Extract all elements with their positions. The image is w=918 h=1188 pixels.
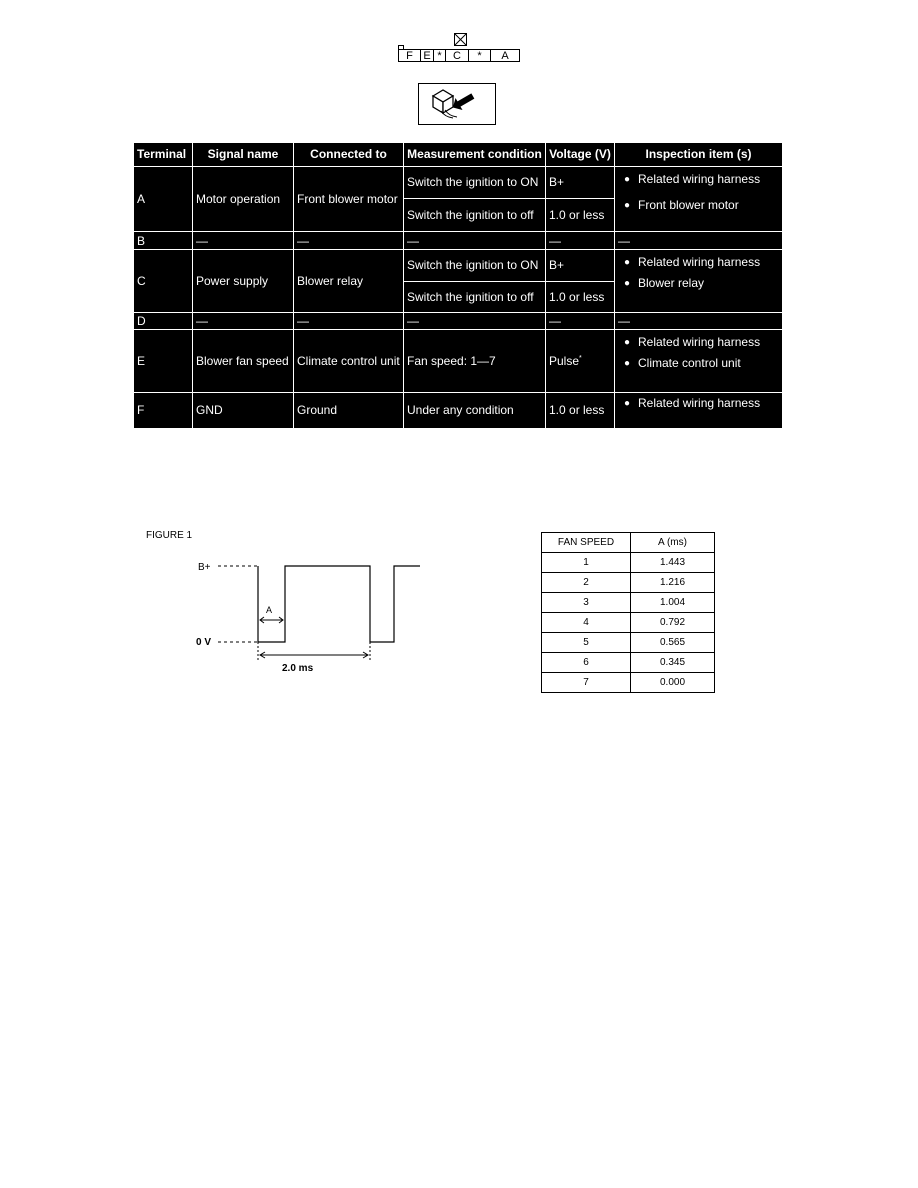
- inspection-item: ● Blower relay: [621, 277, 776, 290]
- terminal-cell: B: [134, 232, 193, 249]
- fan-speed-cell: 3: [542, 593, 631, 613]
- connector-key-icon: [454, 33, 467, 46]
- table-row: [542, 633, 715, 653]
- table-row: [542, 613, 715, 633]
- header-terminal: Terminal: [134, 143, 193, 167]
- a-value-cell: 0.345: [631, 653, 715, 673]
- signal-cell: —: [193, 312, 294, 329]
- table-row: [542, 673, 715, 693]
- label-high: B+: [198, 562, 211, 573]
- inspection-cell: [615, 392, 783, 428]
- table-row: [542, 653, 715, 673]
- table-row: [134, 392, 783, 428]
- voltage-value: Pulse: [549, 354, 580, 369]
- fan-table-header-row: [542, 533, 715, 553]
- label-a: A: [266, 605, 273, 615]
- label-low: 0 V: [196, 637, 212, 648]
- terminal-cell: A: [134, 166, 193, 232]
- terminal-cell: E: [134, 330, 193, 393]
- fan-speed-cell: 5: [542, 633, 631, 653]
- fan-speed-cell: 7: [542, 673, 631, 693]
- table-row: [134, 166, 783, 198]
- condition-cell: Under any condition: [404, 392, 546, 428]
- inspection-item: ● Related wiring harness: [621, 256, 776, 269]
- inspection-item: ● Related wiring harness: [621, 397, 776, 410]
- terminal-cell: D: [134, 312, 193, 329]
- condition-cell: Switch the ignition to ON: [404, 249, 546, 281]
- inspection-item: ● Related wiring harness: [621, 173, 776, 186]
- connector-cell-f: F: [398, 49, 421, 62]
- a-value-cell: 0.000: [631, 673, 715, 693]
- inspection-cell: —: [615, 312, 783, 329]
- condition-cell: Fan speed: 1—7: [404, 330, 546, 393]
- table-row: [542, 573, 715, 593]
- voltage-cell: 1.0 or less: [546, 198, 615, 232]
- a-value-cell: 1.004: [631, 593, 715, 613]
- table-row: [542, 553, 715, 573]
- fan-speed-cell: 2: [542, 573, 631, 593]
- a-value-cell: 0.792: [631, 613, 715, 633]
- signal-cell: Power supply: [193, 249, 294, 312]
- header-connected-to: Connected to: [294, 143, 404, 167]
- voltage-cell: 1.0 or less: [546, 281, 615, 312]
- inspection-item: ● Front blower motor: [621, 199, 776, 212]
- connector-cell-a: A: [490, 49, 520, 62]
- table-row: [134, 232, 783, 249]
- fan-speed-cell: 6: [542, 653, 631, 673]
- signal-cell: —: [193, 232, 294, 249]
- label-period: 2.0 ms: [282, 663, 314, 674]
- a-value-cell: 0.565: [631, 633, 715, 653]
- condition-cell: —: [404, 312, 546, 329]
- figure-title: FIGURE 1: [146, 530, 193, 541]
- header-a-ms: A (ms): [631, 533, 715, 553]
- connected-cell: Front blower motor: [294, 166, 404, 232]
- header-inspection-items: Inspection item (s): [615, 143, 783, 167]
- voltage-cell: —: [546, 232, 615, 249]
- signal-cell: GND: [193, 392, 294, 428]
- voltage-cell: B+: [546, 166, 615, 198]
- header-voltage: Voltage (V): [546, 143, 615, 167]
- footnote-mark: *: [579, 355, 582, 363]
- inspection-cell: [615, 166, 783, 232]
- inspection-item: ● Related wiring harness: [621, 336, 776, 349]
- table-row: [134, 330, 783, 393]
- a-value-cell: 1.443: [631, 553, 715, 573]
- connected-cell: Ground: [294, 392, 404, 428]
- inspection-cell: [615, 330, 783, 393]
- terminal-inspection-table: [133, 142, 783, 429]
- fan-table-body: [542, 553, 715, 693]
- terminal-cell: F: [134, 392, 193, 428]
- connected-cell: —: [294, 312, 404, 329]
- table-row: [134, 312, 783, 329]
- voltage-cell: [546, 330, 615, 393]
- pulse-signal-line: [258, 566, 420, 642]
- signal-cell: Blower fan speed: [193, 330, 294, 393]
- connected-cell: Blower relay: [294, 249, 404, 312]
- table-header-row: [134, 143, 783, 167]
- inspection-item: ● Climate control unit: [621, 357, 776, 370]
- fan-speed-table: [541, 532, 715, 693]
- pulse-waveform-diagram: [180, 550, 440, 680]
- header-measurement-condition: Measurement condition: [404, 143, 546, 167]
- table-row: [134, 249, 783, 281]
- connector-cell-blank-1: *: [433, 49, 446, 62]
- header-fan-speed: FAN SPEED: [542, 533, 631, 553]
- connector-cell-e: E: [420, 49, 434, 62]
- condition-cell: Switch the ignition to off: [404, 198, 546, 232]
- inspection-cell: —: [615, 232, 783, 249]
- fan-speed-cell: 1: [542, 553, 631, 573]
- signal-cell: Motor operation: [193, 166, 294, 232]
- condition-cell: —: [404, 232, 546, 249]
- table-row: [542, 593, 715, 613]
- connector-diagram: [398, 32, 520, 64]
- connected-cell: —: [294, 232, 404, 249]
- voltage-cell: 1.0 or less: [546, 392, 615, 428]
- connector-cell-c: C: [445, 49, 469, 62]
- header-signal-name: Signal name: [193, 143, 294, 167]
- voltage-cell: —: [546, 312, 615, 329]
- connected-cell: Climate control unit: [294, 330, 404, 393]
- condition-cell: Switch the ignition to ON: [404, 166, 546, 198]
- harness-side-view-icon: [418, 83, 496, 125]
- voltage-cell: B+: [546, 249, 615, 281]
- connector-cell-blank-2: *: [468, 49, 491, 62]
- a-value-cell: 1.216: [631, 573, 715, 593]
- terminal-cell: C: [134, 249, 193, 312]
- condition-cell: Switch the ignition to off: [404, 281, 546, 312]
- inspection-cell: [615, 249, 783, 312]
- fan-speed-cell: 4: [542, 613, 631, 633]
